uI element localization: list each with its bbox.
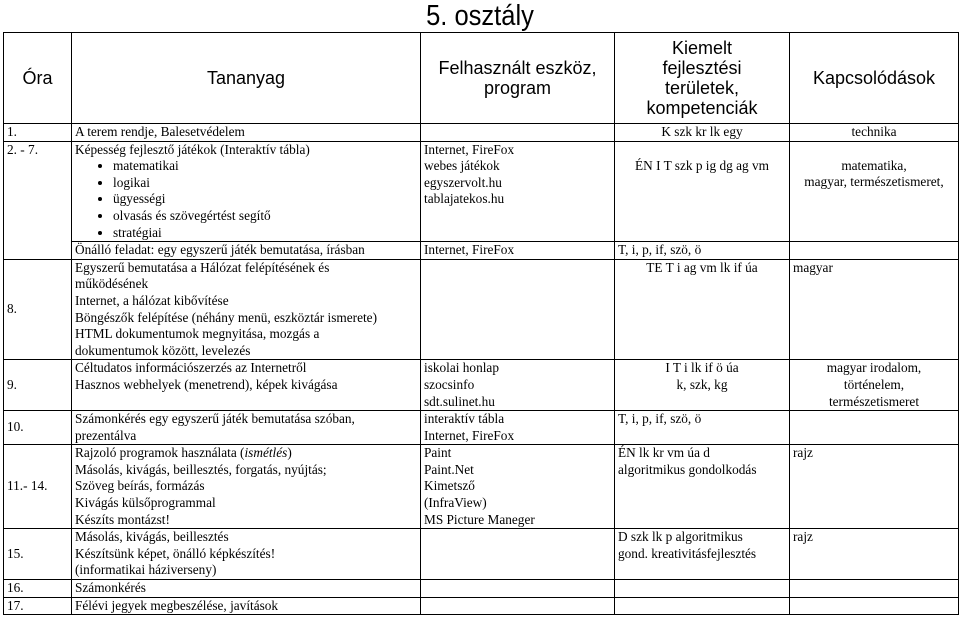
table-row bbox=[4, 124, 959, 142]
curriculum-table bbox=[3, 32, 959, 615]
cell-ora: 1. bbox=[4, 124, 72, 142]
table-row bbox=[4, 360, 959, 411]
cell-eszkoz bbox=[421, 580, 615, 598]
tananyag-italic: ismétlés bbox=[244, 445, 288, 461]
cell-eszkoz bbox=[421, 259, 615, 360]
cell-kapcsolodasok: rajz bbox=[790, 445, 959, 529]
eszkoz-line: szocsinfo bbox=[424, 376, 475, 392]
tananyag-line: dokumentumok között, levelezés bbox=[75, 342, 251, 358]
cell-kapcsolodasok: technika bbox=[790, 124, 959, 142]
eszkoz-line: MS Picture Maneger bbox=[424, 511, 535, 527]
eszkoz-line: interaktív tábla bbox=[424, 411, 505, 427]
cell-kiemelt: ÉN I T szk p ig dg ag vm bbox=[615, 141, 790, 242]
kiemelt-line: k, szk, kg bbox=[676, 376, 728, 392]
cell-tananyag bbox=[72, 360, 421, 411]
cell-ora: 9. bbox=[4, 360, 72, 411]
cell-kapcsolodasok bbox=[790, 242, 959, 260]
cell-kiemelt bbox=[615, 529, 790, 580]
list-item: • stratégiai bbox=[113, 225, 417, 242]
header-kapcsolodasok: Kapcsolódások bbox=[790, 33, 959, 124]
cell-tananyag: Számonkérés bbox=[72, 580, 421, 598]
header-kiemelt-line: Kiemelt bbox=[671, 38, 733, 58]
table-row bbox=[4, 445, 959, 529]
kiemelt-line: ÉN lk kr vm úa d bbox=[618, 445, 710, 461]
cell-kapcsolodasok bbox=[790, 580, 959, 598]
cell-tananyag: Félévi jegyek megbeszélése, javítások bbox=[72, 597, 421, 615]
list-item: • logikai bbox=[113, 175, 417, 192]
tananyag-line: Kivágás külsőprogrammal bbox=[75, 495, 216, 511]
cell-kapcsolodasok bbox=[790, 411, 959, 445]
tananyag-line: Másolás, kivágás, beillesztés bbox=[75, 529, 229, 545]
tananyag-line: Készíts montázst! bbox=[75, 511, 170, 527]
eszkoz-line: Internet, FireFox bbox=[424, 141, 515, 157]
cell-eszkoz bbox=[421, 141, 615, 242]
cell-kapcsolodasok bbox=[790, 141, 959, 242]
table-row bbox=[4, 141, 959, 242]
header-eszkoz-line: Felhasznált eszköz, bbox=[438, 58, 597, 78]
cell-eszkoz bbox=[421, 411, 615, 445]
table-row bbox=[4, 242, 959, 260]
cell-tananyag: Önálló feladat: egy egyszerű játék bemutatása, írásban bbox=[72, 242, 421, 260]
kapcs-line: magyar irodalom, bbox=[826, 360, 922, 376]
cell-eszkoz: Internet, FireFox bbox=[421, 242, 615, 260]
table-row bbox=[4, 580, 959, 598]
tananyag-line: Hasznos webhelyek (menetrend), képek kivágása bbox=[75, 376, 338, 392]
cell-kapcsolodasok: magyar bbox=[790, 259, 959, 360]
tananyag-line: Internet, a hálózat kibővítése bbox=[75, 292, 229, 308]
table-row bbox=[4, 411, 959, 445]
cell-eszkoz bbox=[421, 597, 615, 615]
eszkoz-line: iskolai honlap bbox=[424, 360, 499, 376]
tananyag-line: működésének bbox=[75, 276, 149, 292]
eszkoz-line: sdt.sulinet.hu bbox=[424, 393, 495, 409]
tananyag-line: HTML dokumentumok megnyitása, mozgás a bbox=[75, 326, 320, 342]
tananyag-line: Szöveg beírás, formázás bbox=[75, 478, 205, 494]
tananyag-line: Céltudatos információszerzés az Internetről bbox=[75, 360, 307, 376]
header-eszkoz bbox=[421, 33, 615, 124]
table-row bbox=[4, 597, 959, 615]
cell-kiemelt bbox=[615, 360, 790, 411]
eszkoz-line: Paint.Net bbox=[424, 461, 474, 477]
cell-kapcsolodasok bbox=[790, 597, 959, 615]
cell-ora: 2. - 7. bbox=[4, 141, 72, 259]
cell-ora: 11.- 14. bbox=[4, 445, 72, 529]
kiemelt-line: algoritmikus gondolkodás bbox=[618, 461, 757, 477]
table-row bbox=[4, 529, 959, 580]
tananyag-line: Böngészők felépítése (néhány menü, eszköztár ismerete) bbox=[75, 309, 378, 325]
tananyag-text: ) bbox=[287, 445, 292, 461]
cell-ora: 8. bbox=[4, 259, 72, 360]
cell-ora: 16. bbox=[4, 580, 72, 598]
header-tananyag: Tananyag bbox=[72, 33, 421, 124]
cell-kiemelt: TE T i ag vm lk if úa bbox=[615, 259, 790, 360]
header-row bbox=[4, 33, 959, 124]
cell-tananyag bbox=[72, 411, 421, 445]
cell-kiemelt: T, i, p, if, szö, ö bbox=[615, 242, 790, 260]
cell-tananyag bbox=[72, 259, 421, 360]
tananyag-line: (informatikai háziverseny) bbox=[75, 562, 217, 578]
eszkoz-line: Kimetsző bbox=[424, 478, 475, 494]
tananyag-text: Rajzoló programok használata ( bbox=[75, 445, 245, 461]
list-item: • ügyességi bbox=[113, 191, 417, 208]
cell-eszkoz bbox=[421, 529, 615, 580]
tananyag-line bbox=[75, 445, 417, 462]
list-item: • olvasás és szövegértést segítő bbox=[113, 208, 417, 225]
table-row bbox=[4, 259, 959, 360]
cell-kiemelt bbox=[615, 580, 790, 598]
cell-eszkoz bbox=[421, 124, 615, 142]
header-kiemelt-line: kompetenciák bbox=[646, 98, 758, 118]
tananyag-line: prezentálva bbox=[75, 427, 137, 443]
cell-tananyag bbox=[72, 445, 421, 529]
kapcs-line: természetismeret bbox=[828, 393, 920, 409]
cell-tananyag bbox=[72, 529, 421, 580]
cell-ora: 17. bbox=[4, 597, 72, 615]
cell-eszkoz bbox=[421, 360, 615, 411]
tananyag-line: Számonkérés egy egyszerű játék bemutatása szóban, bbox=[75, 411, 355, 427]
cell-kiemelt bbox=[615, 597, 790, 615]
tananyag-line: Másolás, kivágás, beillesztés, forgatás, nyújtás; bbox=[75, 461, 327, 477]
header-ora: Óra bbox=[4, 33, 72, 124]
eszkoz-line: (InfraView) bbox=[424, 495, 487, 511]
cell-kiemelt: K szk kr lk egy bbox=[615, 124, 790, 142]
bullet-list bbox=[75, 158, 417, 241]
eszkoz-line: webes játékok bbox=[424, 158, 500, 174]
kapcs-line: magyar, természetismeret, bbox=[804, 174, 944, 190]
cell-ora: 15. bbox=[4, 529, 72, 580]
kiemelt-line: I T i lk if ö úa bbox=[665, 360, 739, 376]
eszkoz-line: tablajatekos.hu bbox=[424, 191, 505, 207]
cell-eszkoz bbox=[421, 445, 615, 529]
cell-kiemelt: T, i, p, if, szö, ö bbox=[615, 411, 790, 445]
list-item: • matematikai bbox=[113, 158, 417, 175]
kapcs-line: matematika, bbox=[841, 157, 907, 173]
cell-kapcsolodasok bbox=[790, 360, 959, 411]
header-kiemelt-line: területek, bbox=[664, 78, 740, 98]
eszkoz-line: Paint bbox=[424, 445, 452, 461]
cell-kiemelt bbox=[615, 445, 790, 529]
header-kiemelt-line: fejlesztési bbox=[662, 58, 742, 78]
cell-tananyag bbox=[72, 141, 421, 242]
kiemelt-line: D szk lk p algoritmikus bbox=[618, 529, 743, 545]
cell-tananyag: A terem rendje, Balesetvédelem bbox=[72, 124, 421, 142]
tananyag-line: Egyszerű bemutatása a Hálózat felépítésének és bbox=[75, 259, 330, 275]
eszkoz-line: Internet, FireFox bbox=[424, 427, 515, 443]
kapcs-line: történelem, bbox=[843, 376, 905, 392]
cell-ora: 10. bbox=[4, 411, 72, 445]
tananyag-line: Képesség fejlesztő játékok (Interaktív tábla) bbox=[75, 141, 310, 157]
page-title: 5. osztály bbox=[426, 0, 534, 32]
cell-kapcsolodasok: rajz bbox=[790, 529, 959, 580]
eszkoz-line: egyszervolt.hu bbox=[424, 174, 502, 190]
header-eszkoz-line: program bbox=[483, 78, 552, 98]
kiemelt-line: gond. kreativitásfejlesztés bbox=[618, 545, 757, 561]
tananyag-line: Készítsünk képet, önálló képkészítés! bbox=[75, 545, 276, 561]
header-kiemelt bbox=[615, 33, 790, 124]
